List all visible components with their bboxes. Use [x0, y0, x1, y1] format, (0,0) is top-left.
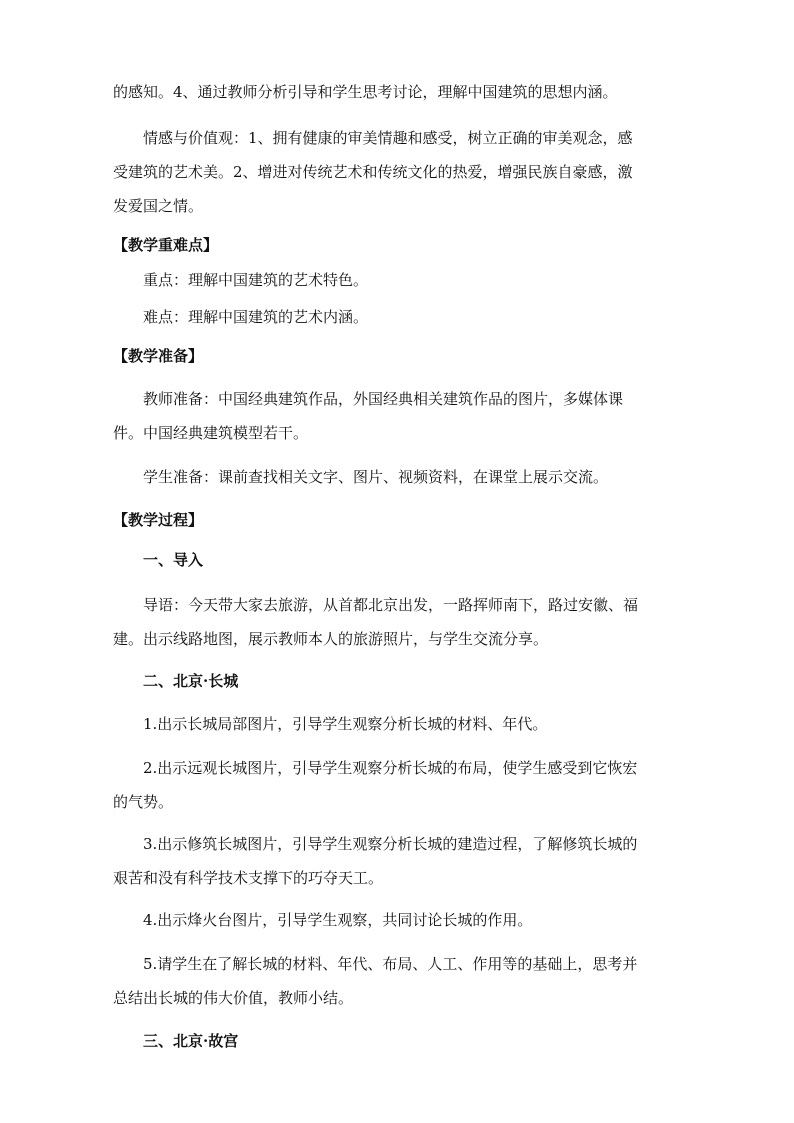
heading-forbidden-city: [113, 1024, 673, 1058]
text-line: 的气势。: [113, 793, 174, 811]
section-heading: 二、北京·长城: [143, 672, 239, 690]
paragraph-teacher-preparation: [113, 382, 673, 450]
paragraph-great-wall-2: [113, 751, 673, 819]
text-line: 受建筑的艺术美。2、增进对传统艺术和传统文化的热爱，增强民族自豪感，激: [113, 163, 633, 181]
section-heading: 【教学过程】: [113, 511, 204, 529]
paragraph-great-wall-1: [113, 707, 673, 741]
text-line: 总结出长城的伟大价值，教师小结。: [113, 989, 354, 1007]
paragraph-great-wall-4: [113, 903, 673, 937]
heading-teaching-process: [113, 503, 673, 537]
text-line: 学生准备：课前查找相关文字、图片、视频资料，在课堂上展示交流。: [143, 468, 609, 486]
paragraph-great-wall-5: [113, 947, 673, 1015]
paragraph-lead-in: [113, 588, 673, 656]
text-line: 4.出示烽火台图片，引导学生观察，共同讨论长城的作用。: [143, 911, 533, 929]
heading-great-wall: [113, 664, 673, 698]
heading-preparation: [113, 339, 673, 373]
heading-key-difficult-points: [113, 228, 673, 262]
text-line: 3.出示修筑长城图片，引导学生观察分析长城的建造过程，了解修筑长城的: [143, 835, 638, 853]
heading-introduction: [113, 543, 673, 577]
paragraph-student-preparation: [113, 460, 673, 494]
text-line: 5.请学生在了解长城的材料、年代、布局、人工、作用等的基础上，思考并: [143, 955, 638, 973]
section-heading: 三、北京·故宫: [143, 1032, 239, 1050]
paragraph-objectives-continued: [113, 75, 673, 109]
section-heading: 一、导入: [143, 551, 204, 569]
text-line: 情感与价值观：1、拥有健康的审美情趣和感受，树立正确的审美观念，感: [143, 129, 633, 147]
text-line: 件。中国经典建筑模型若干。: [113, 424, 309, 442]
text-line: 艰苦和没有科学技术支撑下的巧夺天工。: [113, 869, 384, 887]
section-heading: 【教学重难点】: [113, 236, 219, 254]
section-heading: 【教学准备】: [113, 347, 204, 365]
paragraph-emotion-values: [113, 121, 673, 223]
paragraph-difficult-point: [113, 300, 673, 334]
paragraph-key-point: [113, 263, 673, 297]
text-line: 发爱国之情。: [113, 197, 204, 215]
text-line: 1.出示长城局部图片，引导学生观察分析长城的材料、年代。: [143, 715, 548, 733]
paragraph-great-wall-3: [113, 827, 673, 895]
text-line: 的感知。4、通过教师分析引导和学生思考讨论，理解中国建筑的思想内涵。: [113, 83, 618, 101]
text-line: 重点：理解中国建筑的艺术特色。: [143, 271, 369, 289]
text-line: 建。出示线路地图，展示教师本人的旅游照片，与学生交流分享。: [113, 630, 549, 648]
text-line: 2.出示远观长城图片，引导学生观察分析长城的布局，使学生感受到它恢宏: [143, 759, 638, 777]
text-line: 教师准备：中国经典建筑作品，外国经典相关建筑作品的图片，多媒体课: [143, 390, 624, 408]
text-line: 难点：理解中国建筑的艺术内涵。: [143, 308, 369, 326]
text-line: 导语：今天带大家去旅游，从首都北京出发，一路挥师南下，路过安徽、福: [143, 596, 639, 614]
